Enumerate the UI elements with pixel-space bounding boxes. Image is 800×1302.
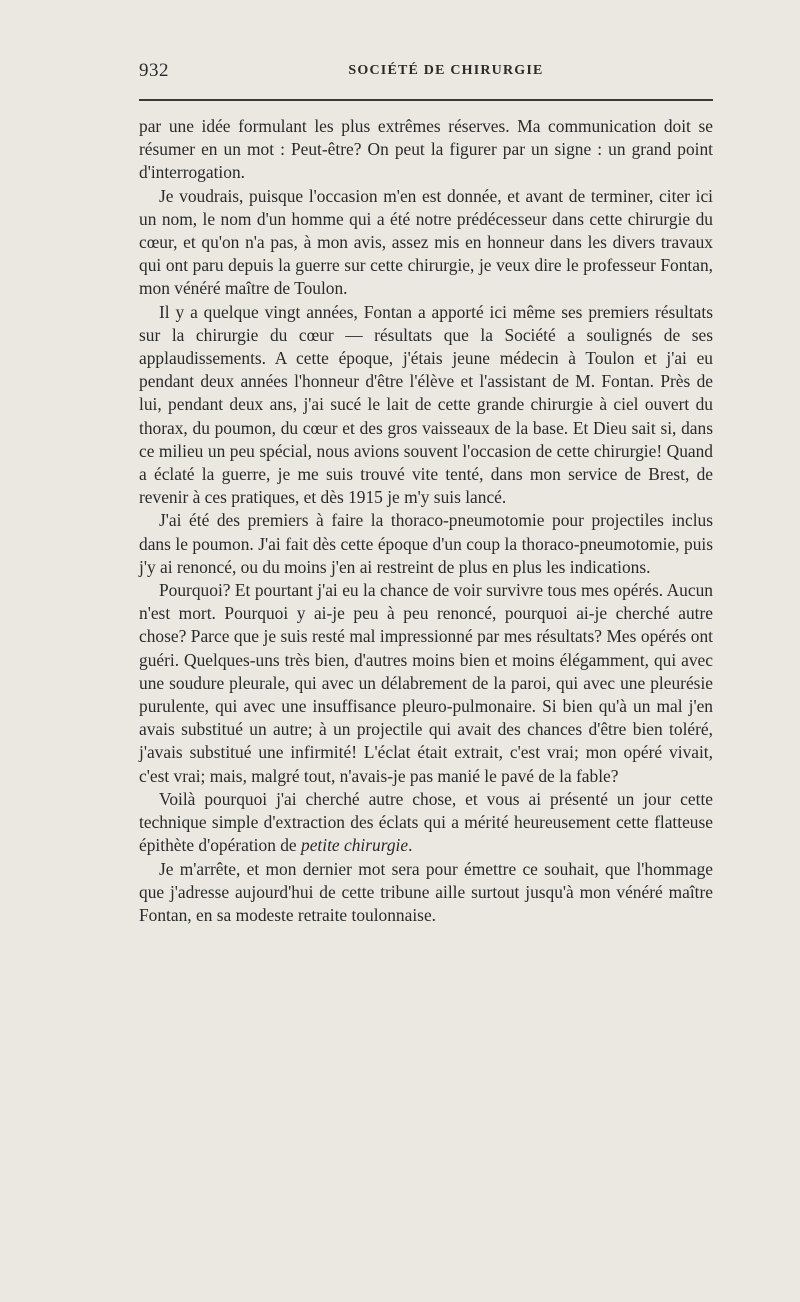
paragraph: par une idée formulant les plus extrêmes réserves. Ma communication doit se résumer en un mot : Peut-être? On peut la figurer par un signe : un grand point d'interrogation. <box>139 116 713 183</box>
header-rule <box>139 99 713 101</box>
running-title: SOCIÉTÉ DE CHIRURGIE <box>348 63 544 78</box>
paragraph <box>139 788 713 858</box>
paragraph: Il y a quelque vingt années, Fontan a apporté ici même ses premiers résultats sur la chirurgie du cœur — résultats que la Société a soulignés de ses applaudissements. A cette époque, j'étais jeune médecin à Toulon et j'ai eu pendant deux années l'honneur d'être l'élève et l'assistant de M. Fontan. Près de lui, pendant deux ans, j'ai sucé le lait de cette grande chirurgie à ciel ouvert du thorax, du poumon, du cœur et des gros vaisseaux de la base. Et Dieu sait si, dans ce milieu un peu spécial, nous avions souvent l'occasion de cette chirurgie! Quand a éclaté la guerre, je me suis trouvé vite tenté, dans mon service de Brest, de revenir à ces pratiques, et dès 1915 je m'y suis lancé. <box>139 301 713 508</box>
body-text <box>139 115 713 927</box>
paragraph: J'ai été des premiers à faire la thoraco-pneumotomie pour projectiles inclus dans le poumon. J'ai fait dès cette époque d'un coup la thoraco-pneumotomie, puis j'y ai renoncé, ou du moins j'en ai restreint de plus en plus les indications. <box>139 510 713 577</box>
page-number: 932 <box>139 60 169 81</box>
paragraph-text: . <box>408 835 413 856</box>
page-header <box>139 60 713 82</box>
emphasis-text: petite chirurgie <box>301 835 409 856</box>
paragraph: Je voudrais, puisque l'occasion m'en est donnée, et avant de terminer, citer ici un nom, le nom d'un homme qui a été notre prédécesseur dans cette chirurgie du cœur, et qu'on n'a pas, à mon avis, assez mis en honneur dans les divers travaux qui ont paru depuis la guerre sur cette chirurgie, je veux dire le professeur Fontan, mon vénéré maître de Toulon. <box>139 185 713 299</box>
paragraph: Pourquoi? Et pourtant j'ai eu la chance de voir survivre tous mes opérés. Aucun n'est mort. Pourquoi y ai-je peu à peu renoncé, pourquoi ai-je cherché autre chose? Parce que je suis resté mal impressionné par mes résultats? Mes opérés ont guéri. Quelques-uns très bien, d'autres moins bien et moins élégamment, qui avec une soudure pleurale, qui avec un délabrement de la paroi, qui avec une pleurésie purulente, qui avec une insuffisance pleuro-pulmonaire. Si bien qu'à un mal j'en avais substitué un autre; à un projectile qui avait des chances d'être bien toléré, j'avais substitué une infirmité! L'éclat était extrait, c'est vrai; mon opéré vivait, c'est vrai; mais, malgré tout, n'avais-je pas manié le pavé de la fable? <box>139 580 713 786</box>
paragraph-text: Voilà pourquoi j'ai cherché autre chose, et vous ai présenté un jour cette technique simple d'extraction des éclats qui a mérité heureusement cette flatteuse épithète d'opération de <box>139 788 713 856</box>
paragraph: Je m'arrête, et mon dernier mot sera pour émettre ce souhait, que l'hommage que j'adresse aujourd'hui de cette tribune aille surtout jusqu'à mon vénéré maître Fontan, en sa modeste retraite toulonnaise. <box>139 858 713 925</box>
